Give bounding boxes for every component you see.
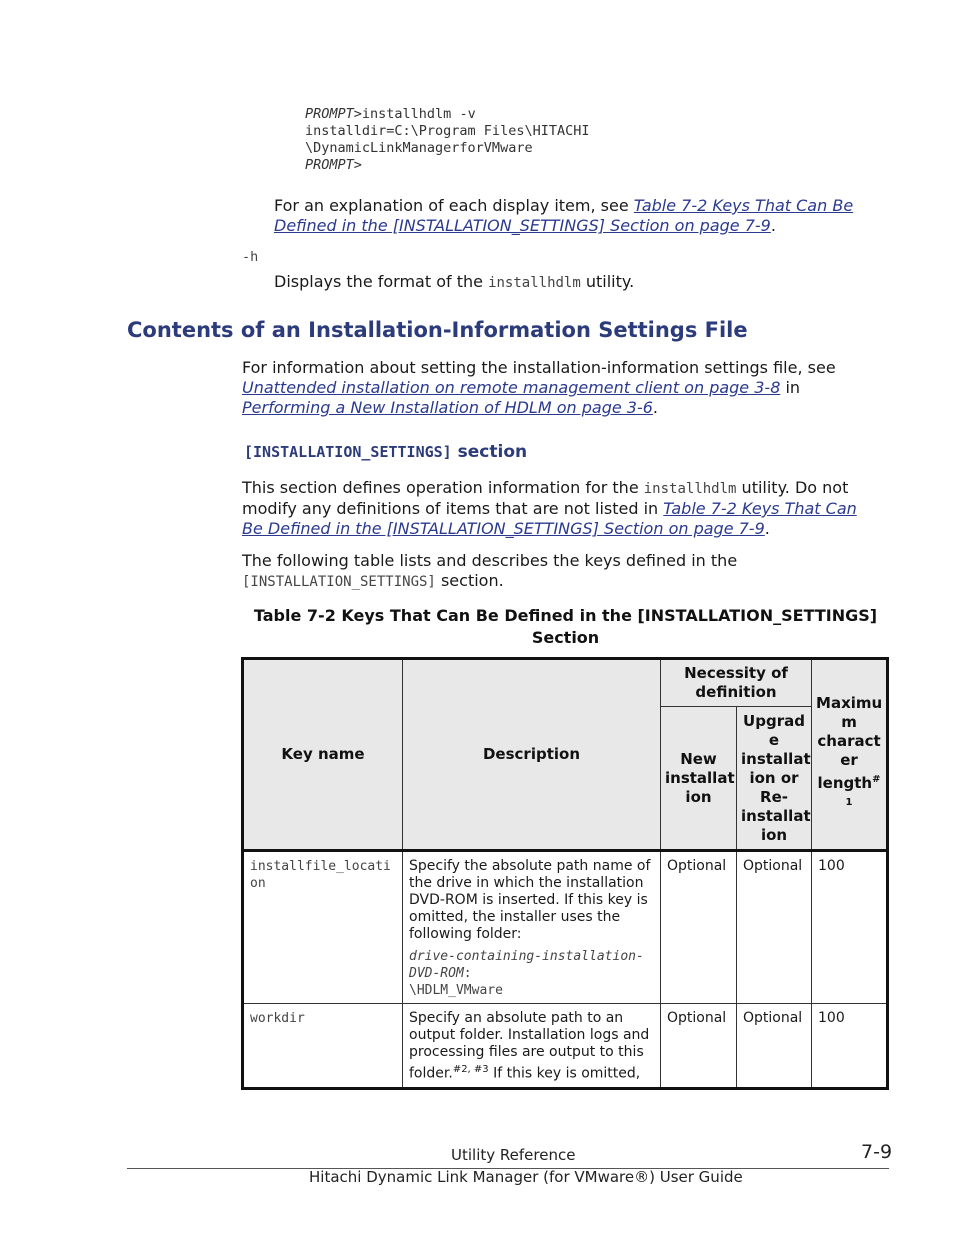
section-title: Contents of an Installation-Information Settings File bbox=[127, 318, 748, 342]
description-cell bbox=[403, 851, 661, 1004]
max-length-cell: 100 bbox=[812, 851, 888, 1004]
new-install-cell: Optional bbox=[661, 1004, 737, 1089]
paragraph-text: This section defines operation information for the bbox=[242, 478, 644, 497]
code-line-1: >installhdlm -v bbox=[353, 106, 476, 122]
upgrade-install-cell: Optional bbox=[737, 1004, 812, 1089]
footnote-ref: #2, #3 bbox=[452, 1064, 489, 1075]
key-name-cell: installfile_location bbox=[243, 851, 403, 1004]
description-text: Specify an absolute path to an output folder. Installation logs and processing files are output to this folder. bbox=[409, 1010, 650, 1082]
subsection-title bbox=[244, 442, 527, 462]
paragraph-text: section. bbox=[435, 571, 504, 590]
path-variable: drive-containing-installation-DVD-ROM bbox=[409, 949, 644, 981]
prompt-label: PROMPT bbox=[305, 106, 354, 122]
code-block bbox=[305, 106, 589, 174]
table-7-2-link-cont[interactable]: Defined in the [INSTALLATION_SETTINGS] Section on page 7-9 bbox=[274, 216, 771, 235]
header-necessity: Necessity of definition bbox=[661, 659, 812, 707]
table-7-2-link[interactable]: Table 7-2 Keys That Can Be bbox=[633, 196, 854, 215]
table-7-2-link[interactable]: Table 7-2 Keys That Can bbox=[663, 499, 857, 518]
paragraph-text: modify any definitions of items that are not listed in bbox=[242, 499, 664, 518]
paragraph-text: The following table lists and describes the keys defined in the bbox=[242, 551, 738, 570]
keys-table bbox=[241, 657, 889, 1090]
header-new-installation: New installat ion bbox=[661, 707, 737, 851]
option-h-flag: -h bbox=[242, 249, 259, 265]
paragraph-text: utility. Do not bbox=[736, 478, 849, 497]
inline-code: [INSTALLATION_SETTINGS] bbox=[242, 574, 436, 590]
prompt-label: PROMPT bbox=[305, 157, 354, 173]
description-text: If this key is omitted, bbox=[488, 1065, 641, 1082]
caption-line: Table 7-2 Keys That Can Be Defined in the [INSTALLATION_SETTINGS] bbox=[253, 606, 878, 625]
settings-info-paragraph bbox=[242, 358, 889, 418]
code-line-2: installdir=C:\Program Files\HITACHI bbox=[305, 123, 590, 139]
header-upgrade-installation: Upgrad e installat ion or Re- installat ion bbox=[737, 707, 812, 851]
table-caption bbox=[242, 605, 889, 649]
unattended-installation-link[interactable]: Unattended installation on remote management client on page 3-8 bbox=[242, 378, 781, 397]
table-row bbox=[243, 851, 888, 1004]
subsection-word: section bbox=[451, 442, 528, 462]
max-length-cell: 100 bbox=[812, 1004, 888, 1089]
inline-code: installhdlm bbox=[488, 275, 581, 291]
footnote-ref: # 1 bbox=[845, 773, 881, 808]
paragraph-text: . bbox=[652, 398, 659, 417]
default-folder-path bbox=[409, 948, 655, 999]
paragraph-text: . bbox=[764, 519, 770, 538]
new-install-cell: Optional bbox=[661, 851, 737, 1004]
header-description: Description bbox=[403, 659, 661, 851]
description-cell bbox=[403, 1004, 661, 1089]
page-number: 7-9 bbox=[861, 1141, 893, 1163]
paragraph-text: For information about setting the installation-information settings file, see bbox=[242, 358, 836, 377]
code-line-4: > bbox=[353, 157, 362, 173]
footer-chapter: Utility Reference bbox=[451, 1146, 576, 1164]
option-h-description bbox=[274, 272, 634, 293]
upgrade-install-cell: Optional bbox=[737, 851, 812, 1004]
paragraph-text: For an explanation of each display item, see bbox=[274, 196, 634, 215]
paragraph-text: in bbox=[780, 378, 801, 397]
description-text: Specify the absolute path name of the drive in which the installation DVD-ROM is inserted. If this key is omitted, the installer uses the following folder: bbox=[409, 858, 651, 942]
new-installation-link[interactable]: Performing a New Installation of HDLM on page 3-6 bbox=[242, 398, 653, 417]
table-7-2-link-cont[interactable]: Be Defined in the [INSTALLATION_SETTINGS] Section on page 7-9 bbox=[242, 519, 765, 538]
subsection-code: [INSTALLATION_SETTINGS] bbox=[244, 443, 452, 461]
path-folder: \HDLM_VMware bbox=[409, 983, 503, 998]
paragraph-text: Displays the format of the bbox=[274, 272, 489, 291]
path-separator: : bbox=[463, 966, 472, 981]
header-max-length bbox=[812, 659, 888, 851]
footer-book-title: Hitachi Dynamic Link Manager (for VMware®) User Guide bbox=[309, 1168, 743, 1186]
header-key-name: Key name bbox=[243, 659, 403, 851]
caption-line: Section bbox=[531, 628, 600, 647]
table-intro-paragraph bbox=[242, 551, 889, 592]
display-item-paragraph bbox=[274, 196, 889, 236]
code-line-3: \DynamicLinkManagerforVMware bbox=[305, 140, 533, 156]
section-definition-paragraph bbox=[242, 478, 889, 539]
inline-code: installhdlm bbox=[643, 481, 737, 497]
paragraph-text: utility. bbox=[580, 272, 635, 291]
paragraph-text: . bbox=[770, 216, 776, 235]
table-row bbox=[243, 1004, 888, 1089]
key-name-cell: workdir bbox=[243, 1004, 403, 1089]
header-max-length-text: Maximu m charact er length bbox=[816, 693, 883, 792]
